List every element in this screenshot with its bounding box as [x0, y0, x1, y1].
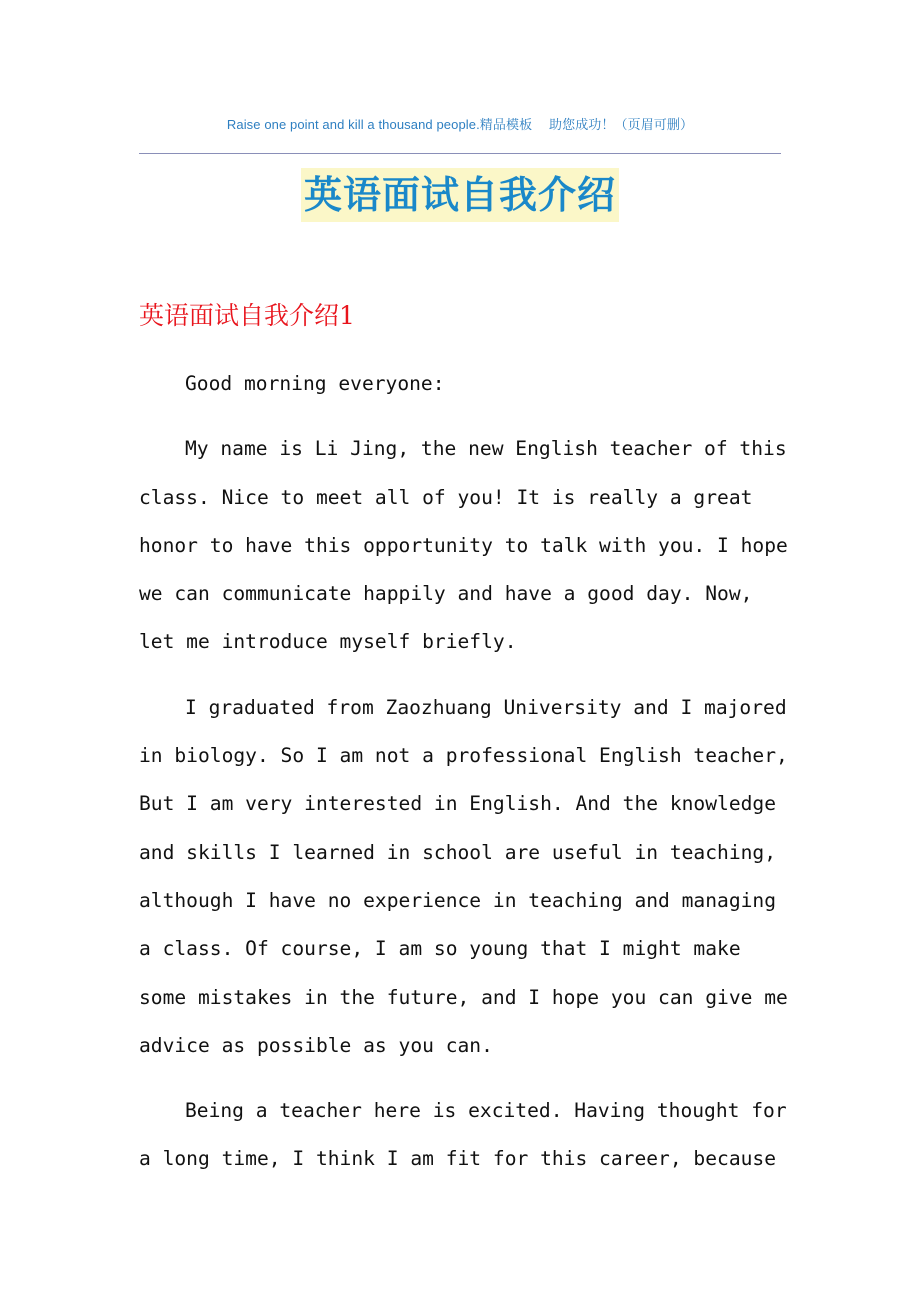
paragraph-line: My name is Li Jing, the new English teacher of this — [185, 437, 787, 461]
paragraph-line: a class. Of course, I am so young that I might make — [139, 937, 741, 961]
paragraph-education — [139, 684, 799, 1070]
paragraph-line: I graduated from Zaozhuang University and I majored — [185, 695, 787, 719]
paragraph-line: we can communicate happily and have a good day. Now, — [139, 582, 753, 606]
header-divider — [139, 153, 781, 154]
document-title: 英语面试自我介绍 — [301, 168, 619, 222]
paragraph-line: in biology. So I am not a professional English teacher, — [139, 744, 788, 768]
paragraph-line: some mistakes in the future, and I hope you can give me — [139, 985, 788, 1009]
paragraph-line: advice as possible as you can. — [139, 1033, 493, 1057]
paragraph-motivation — [139, 1087, 799, 1184]
paragraph-greeting — [139, 360, 799, 408]
paragraph-line: class. Nice to meet all of you! It is really a great — [139, 485, 753, 509]
document-body — [139, 360, 799, 1201]
paragraph-line: honor to have this opportunity to talk with you. I hope — [139, 533, 788, 557]
paragraph-line: a long time, I think I am fit for this career, because — [139, 1147, 777, 1171]
paragraph-line: let me introduce myself briefly. — [139, 630, 517, 654]
paragraph-line: although I have no experience in teaching and managing — [139, 888, 777, 912]
title-container — [0, 168, 920, 222]
page-header-note: Raise one point and kill a thousand people.精品模板 助您成功！（页眉可删） — [226, 117, 694, 132]
section-heading: 英语面试自我介绍1 — [139, 301, 355, 330]
paragraph-line: But I am very interested in English. And the knowledge — [139, 792, 777, 816]
paragraph-line: and skills I learned in school are useful in teaching, — [139, 840, 777, 864]
paragraph-line: Being a teacher here is excited. Having thought for — [185, 1099, 787, 1123]
paragraph-introduction — [139, 425, 799, 666]
paragraph-line: Good morning everyone: — [185, 372, 445, 395]
